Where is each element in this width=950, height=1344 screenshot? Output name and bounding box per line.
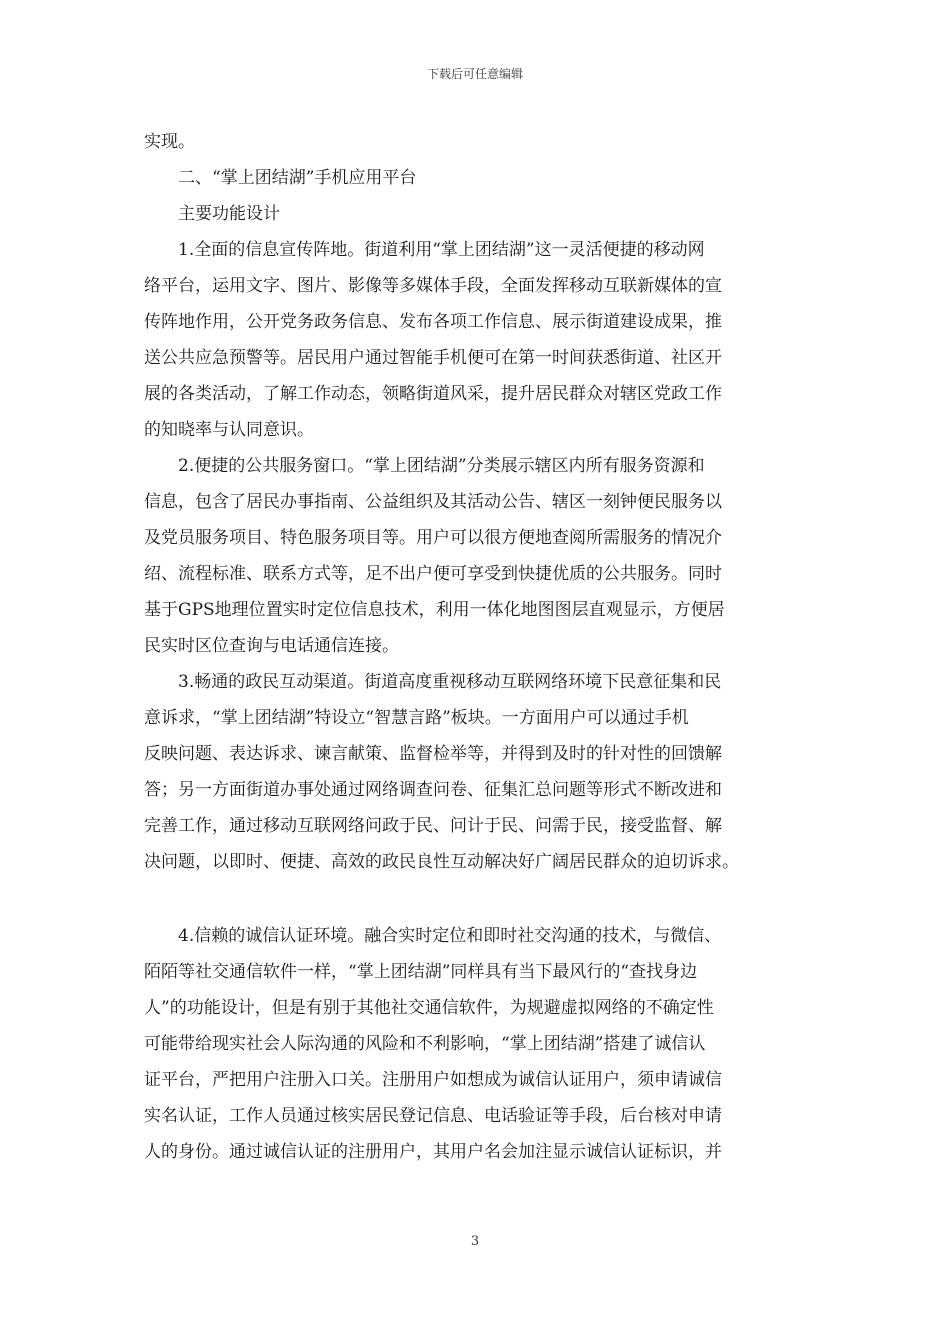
paragraph-1-line: 展的各类活动，了解工作动态，领略街道风采，提升居民群众对辖区党政工作 [144, 384, 722, 404]
paragraph-4-line: 陌陌等社交通信软件一样，“掌上团结湖”同样具有当下最风行的“查找身边 [144, 962, 698, 982]
paragraph-4-line: 证平台，严把用户注册入口关。注册用户如想成为诚信认证用户，须申请诚信 [144, 1070, 722, 1090]
subsection-heading: 主要功能设计 [178, 204, 280, 224]
paragraph-spacer [144, 880, 814, 918]
page-header: 下载后可任意编辑 [426, 67, 523, 81]
paragraph-4-line: 实名认证，工作人员通过核实居民登记信息、电话验证等手段，后台核对申请 [144, 1106, 722, 1126]
page-number: 3 [470, 1234, 480, 1249]
paragraph-2-line: 及党员服务项目、特色服务项目等。用户可以很方便地查阅所需服务的情况介 [144, 528, 722, 548]
document-body [144, 124, 814, 1170]
paragraph-3-line: 意诉求，“掌上团结湖”特设立“智慧言路”板块。一方面用户可以通过手机 [144, 708, 689, 728]
paragraph-1-line: 络平台，运用文字、图片、影像等多媒体手段，全面发挥移动互联新媒体的宣 [144, 276, 722, 296]
paragraph-2-line: 2.便捷的公共服务窗口。“掌上团结湖”分类展示辖区内所有服务资源和 [178, 456, 705, 476]
paragraph-1-line: 传阵地作用，公开党务政务信息、发布各项工作信息、展示街道建设成果，推 [144, 312, 722, 332]
paragraph-4-line: 可能带给现实社会人际沟通的风险和不利影响，“掌上团结湖”搭建了诚信认 [144, 1034, 706, 1054]
paragraph-3-line: 反映问题、表达诉求、谏言献策、监督检举等，并得到及时的针对性的回馈解 [144, 744, 722, 764]
paragraph-3-line: 3.畅通的政民互动渠道。街道高度重视移动互联网络环境下民意征集和民 [178, 672, 722, 692]
paragraph-4-line: 人”的功能设计，但是有别于其他社交通信软件，为规避虚拟网络的不确定性 [144, 998, 714, 1018]
paragraph-2-line: 信息，包含了居民办事指南、公益组织及其活动公告、辖区一刻钟便民服务以 [144, 492, 722, 512]
section-heading: 二、“掌上团结湖”手机应用平台 [178, 168, 417, 188]
paragraph-2-line: 绍、流程标准、联系方式等，足不出户便可享受到快捷优质的公共服务。同时 [144, 564, 722, 584]
paragraph-3-line: 决问题，以即时、便捷、高效的政民良性互动解决好广阔居民群众的迫切诉求。 [144, 852, 739, 872]
paragraph-1-line: 送公共应急预警等。居民用户通过智能手机便可在第一时间获悉街道、社区开 [144, 348, 722, 368]
paragraph-3-line: 答；另一方面街道办事处通过网络调查问卷、征集汇总问题等形式不断改进和 [144, 780, 722, 800]
paragraph-2-line: 民实时区位查询与电话通信连接。 [144, 636, 399, 656]
text-line: 实现。 [144, 132, 195, 152]
paragraph-3-line: 完善工作，通过移动互联网络问政于民、问计于民、问需于民，接受监督、解 [144, 816, 722, 836]
paragraph-2-line: 基于GPS地理位置实时定位信息技术，利用一体化地图图层直观显示，方便居 [144, 600, 725, 620]
paragraph-1-line: 1.全面的信息宣传阵地。街道利用“掌上团结湖”这一灵活便捷的移动网 [178, 240, 705, 260]
paragraph-1-line: 的知晓率与认同意识。 [144, 420, 314, 440]
paragraph-4-line: 4.信赖的诚信认证环境。融合实时定位和即时社交沟通的技术，与微信、 [178, 926, 722, 946]
paragraph-4-line: 人的身份。通过诚信认证的注册用户，其用户名会加注显示诚信认证标识，并 [144, 1142, 722, 1162]
